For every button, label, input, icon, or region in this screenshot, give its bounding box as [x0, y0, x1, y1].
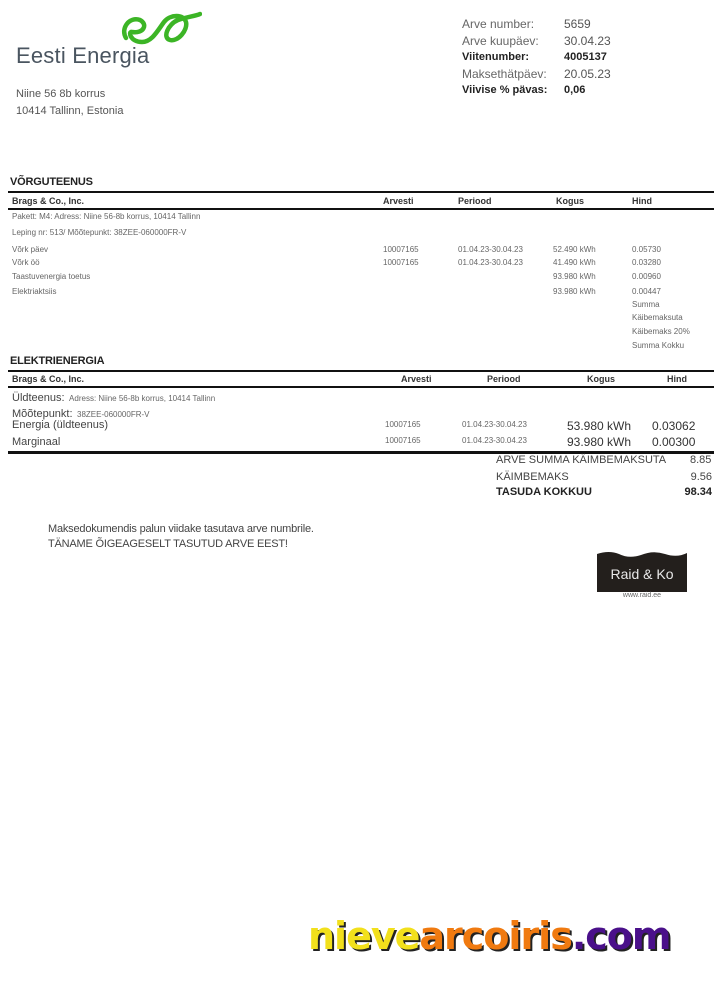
watermark-part3: .com	[571, 914, 671, 958]
row-hind: 0.03280	[632, 258, 661, 267]
watermark-part2: arcoiris	[419, 914, 572, 958]
col-header-hind: Hind	[632, 196, 652, 206]
row-kogus: 93.980 kWh	[567, 435, 632, 449]
row-periood: 01.04.23-30.04.23	[462, 436, 527, 445]
partner-url: www.raid.ee	[622, 592, 662, 599]
row-name: Elektriaktsiis	[12, 287, 57, 296]
col-header-company: Brags & Co., Inc.	[12, 374, 85, 384]
company-name: Eesti Energia	[16, 43, 150, 68]
meta-late-fee: Viivise % pävas: 0,06	[462, 84, 586, 96]
payment-note: Maksedokumendis palun viidake tasutava arve numbrile.	[48, 523, 314, 535]
thanks-note: TÄNAME ÕIGEAGESELT TASUTUD ARVE EEST!	[48, 538, 288, 550]
total-label-due: TASUDA KOKKUU	[496, 486, 592, 498]
row-kogus: 93.980 kWh	[553, 287, 596, 296]
col-header-hind: Hind	[667, 374, 687, 384]
row-hind: 0.00447	[632, 287, 661, 296]
row-name: Taastuvenergia toetus	[12, 272, 91, 281]
divider	[8, 370, 714, 372]
watermark	[308, 914, 671, 958]
row-kogus: 52.490 kWh	[553, 245, 596, 254]
col-header-kogus: Kogus	[587, 374, 615, 384]
row-arvesti: 10007165	[383, 258, 419, 267]
row-hind: 0.00300	[652, 435, 696, 449]
row-kogus: 41.490 kWh	[553, 258, 596, 267]
summary-label: Käibemaksuta	[632, 313, 683, 322]
col-header-kogus: Kogus	[556, 196, 584, 206]
total-value-due: 98.34	[684, 486, 712, 498]
row-arvesti: 10007165	[385, 420, 421, 429]
divider	[8, 208, 714, 210]
row-periood: 01.04.23-30.04.23	[462, 420, 527, 429]
info-line-mootepunkt: Mõõtepunkt: 38ZEE-060000FR-V	[12, 408, 150, 420]
summary-label: Summa Kokku	[632, 341, 685, 350]
company-address-line1: Niine 56 8b korrus	[16, 88, 106, 100]
row-hind: 0.03062	[652, 419, 696, 433]
partner-name: Raid & Ko	[610, 566, 674, 582]
wave-icon	[597, 551, 687, 559]
total-label-vat: KÄIMBEMAKS	[496, 471, 569, 483]
row-periood: 01.04.23-30.04.23	[458, 258, 523, 267]
total-value-net: 8.85	[690, 454, 712, 466]
col-header-arvesti: Arvesti	[401, 374, 432, 384]
row-hind: 0.05730	[632, 245, 661, 254]
row-arvesti: 10007165	[385, 436, 421, 445]
summary-label: Käibemaks 20%	[632, 327, 690, 336]
row-name: Võrk päev	[12, 245, 49, 254]
summary-label: Summa	[632, 300, 660, 309]
meta-invoice-date: Arve kuupäev: 30.04.23	[462, 33, 611, 48]
col-header-periood: Periood	[458, 196, 492, 206]
section-title-vorguteenus: VÕRGUTEENUS	[10, 176, 93, 188]
meta-invoice-number: Arve number: 5659	[462, 17, 591, 31]
raid-ko-logo	[597, 552, 687, 592]
info-line: Leping nr: 513/ Mõõtepunkt: 38ZEE-060000FR-V	[12, 228, 187, 237]
row-name: Võrk öö	[12, 258, 40, 267]
section-title-elektrienergia: ELEKTRIENERGIA	[10, 355, 105, 367]
eesti-energia-logo-icon	[118, 8, 202, 48]
row-name: Marginaal	[12, 436, 61, 448]
col-header-periood: Periood	[487, 374, 521, 384]
row-name: Energia (üldteenus)	[12, 419, 109, 431]
row-arvesti: 10007165	[383, 245, 419, 254]
row-kogus: 93.980 kWh	[553, 272, 596, 281]
info-line: Pakett: M4: Adress: Niine 56-8b korrus, 10414 Tallinn	[12, 212, 201, 221]
meta-reference-number: Viitenumber: 4005137	[462, 51, 607, 63]
row-hind: 0.00960	[632, 272, 661, 281]
row-periood: 01.04.23-30.04.23	[458, 245, 523, 254]
invoice-meta	[462, 16, 611, 99]
total-label-net: ARVE SUMMA KÄIMBEMAKSUTA	[496, 454, 667, 466]
row-kogus: 53.980 kWh	[567, 419, 632, 433]
divider	[8, 191, 714, 193]
total-value-vat: 9.56	[690, 471, 712, 483]
watermark-part1: nieve	[308, 914, 420, 958]
col-header-company: Brags & Co., Inc.	[12, 196, 85, 206]
company-address-line2: 10414 Tallinn, Estonia	[16, 105, 124, 117]
col-header-arvesti: Arvesti	[383, 196, 414, 206]
meta-due-date: Maksethätpäev: 20.05.23	[462, 66, 611, 81]
info-line-uldteenus: Üldteenus: Adress: Niine 56-8b korrus, 10414 Tallinn	[12, 392, 216, 404]
